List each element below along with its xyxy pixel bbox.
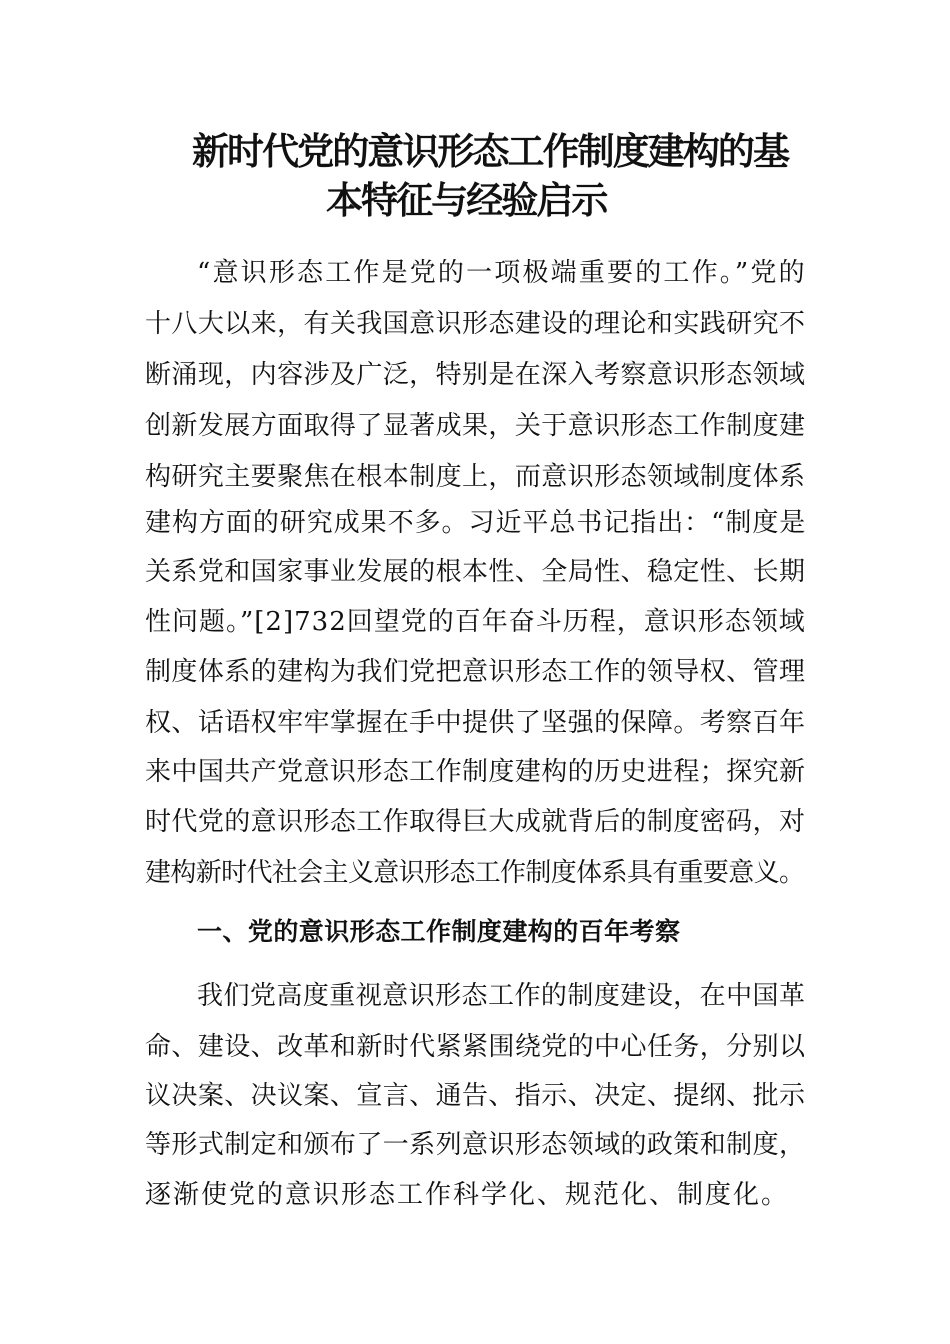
section-heading: 一、党的意识形态工作制度建构的百年考察 — [197, 917, 681, 946]
title-line-1: 新时代党的意识形态工作制度建构的基 — [192, 129, 789, 173]
text-line: 制度体系的建构为我们党把意识形态工作的领导权、管理 — [145, 657, 806, 687]
text-line: 断涌现，内容涉及广泛，特别是在深入考察意识形态领域 — [145, 360, 806, 390]
text-line: 命、建设、改革和新时代紧紧围绕党的中心任务，分别以 — [145, 1032, 806, 1062]
text-line: 等形式制定和颁布了一系列意识形态领域的政策和制度， — [145, 1130, 806, 1160]
text-line: 来中国共产党意识形态工作制度建构的历史进程；探究新 — [145, 757, 806, 787]
text-line: 议决案、决议案、宣言、通告、指示、决定、提纲、批示 — [145, 1081, 806, 1111]
text-line: 权、话语权牢牢掌握在手中提供了坚强的保障。考察百年 — [145, 708, 806, 738]
text-line: 性问题。”[2]732回望党的百年奋斗历程，意识形态领域 — [145, 607, 806, 637]
text-line: 时代党的意识形态工作取得巨大成就背后的制度密码，对 — [145, 807, 806, 837]
text-line: 十八大以来，有关我国意识形态建设的理论和实践研究不 — [145, 309, 806, 339]
text-line: “意识形态工作是党的一项极端重要的工作。”党的 — [197, 258, 807, 288]
text-line: 构研究主要聚焦在根本制度上，而意识形态领域制度体系 — [145, 462, 806, 492]
text-line: 关系党和国家事业发展的根本性、全局性、稳定性、长期 — [145, 557, 806, 587]
text-line: 我们党高度重视意识形态工作的制度建设，在中国革 — [197, 981, 806, 1011]
text-line: 逐渐使党的意识形态工作科学化、规范化、制度化。 — [145, 1180, 790, 1210]
text-line: 创新发展方面取得了显著成果，关于意识形态工作制度建 — [145, 411, 806, 441]
title-line-2: 本特征与经验启示 — [326, 178, 607, 222]
text-line: 建构方面的研究成果不多。习近平总书记指出：“制度是 — [145, 508, 807, 538]
text-line: 建构新时代社会主义意识形态工作制度体系具有重要意义。 — [145, 858, 805, 888]
